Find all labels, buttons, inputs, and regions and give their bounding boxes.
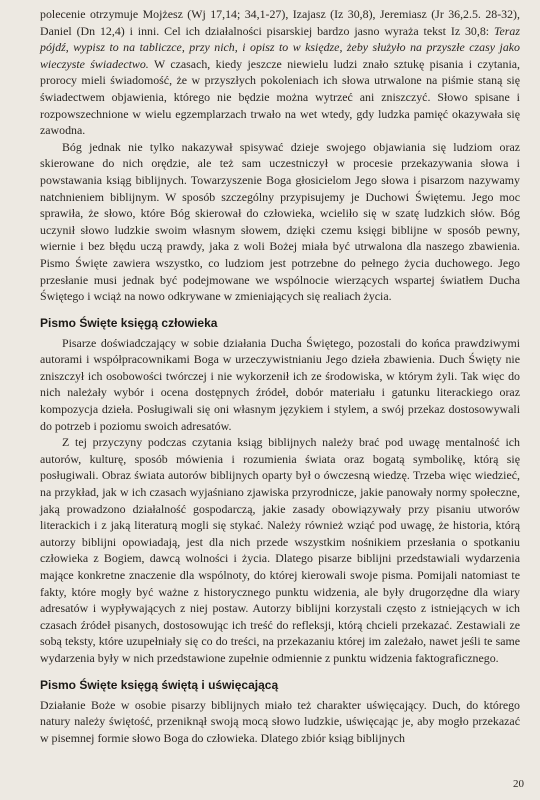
section-heading: Pismo Święte księgą człowieka [40,315,218,330]
body-paragraph: Bóg jednak nie tylko nakazywał spisywać dzieje swojego objawiania się ludziom oraz skierowane do nich orędzie, ale też sam uczestniczył w procesie przekazywania słowa i powstawania ksiąg biblijnych. Towarzyszenie Boga głosicielom Jego słowa i pisarzom nazywamy natchnieniem biblijnym. W sposób szczególny przypisujemy je Duchowi Świętemu. Jego moc sprawiła, że słowo, które Bóg skierował do człowieka, wcieliło się w szatę ludzkich słów. Bóg uczynił słowo ludzkie swoim własnym słowem, dzięki czemu księgi biblijne w sposób pewny, wiernie i bez błędu uczą prawdy, jaka z woli Bożej miała być utrwalona dla naszego zbawienia. Pismo Święte zawiera wszystko, co ludziom jest potrzebne do pełnego życia duchowego. Jego przesłanie musi jednak być podejmowane we wspólnocie wierzących wspartej światłem Ducha Świętego i wciąż na nowo odkrywane w zmieniających się realiach życia. [40,139,520,304]
section-heading: Pismo Święte księgą świętą i uświęcającą [40,677,279,692]
body-paragraph: Z tej przyczyny podczas czytania ksiąg biblijnych należy brać pod uwagę mentalność ich autorów, kulturę, sposób mówienia i rozumienia świata oraz bogatą symbolikę, którą się posługiwali. Obraz świata autorów biblijnych oparty był o ówczesną wiedzę. Trzeba więc wiedzieć, na przykład, jak w ich czasach wyjaśniano zjawiska przyrodnicze, jakie panowały normy społeczne, jaką prowadzono działalność gospodarczą, jakie zasady obowiązywały przy pisaniu utworów literackich i z jaką literaturą mogli się stykać. Należy również wziąć pod uwagę, że historia, którą autorzy biblijni opowiadają, jest dla nich przede wszystkim nośnikiem przesłania o spotkaniu człowieka z Bogiem, dawcą wolności i życia. Dlatego pisarze biblijni przedstawiali wydarzenia mające konkretne znaczenie dla wspólnoty, do której kierowali swoje pisma. Pomijali natomiast te fakty, które mogły być ważne z historycznego punktu widzenia, ale były drugorzędne dla wiary adresatów i wypływających z niej postaw. Autorzy biblijni korzystali często z istniejących w ich czasach źródeł pisanych, dostosowując ich treść do refleksji, którą chcieli przekazać. Zestawiali ze sobą teksty, które uzupełniały się co do treści, na przekazaniu której im zależało, nawet jeśli te same wydarzenia były w nich przedstawione zupełnie odmiennie z punktu widzenia faktograficznego. [40,435,520,665]
body-paragraph-continued [40,6,520,139]
quoted-scripture: Teraz pójdź, wypisz to na tabliczce, przy nich, i opisz to w księdze, żeby służyło na przyszłe czasy jako wieczyste świadectwo. [40,23,520,71]
paragraph-text: W czasach, kiedy jeszcze niewielu ludzi znało sztukę pisania i czytania, prorocy mieli świadomość, że w przyszłych pokoleniach ich słowa utrwalone na piśmie staną się świadectwem objawienia, którego nie będzie można wytrzeć ani zniszczyć. Słowo spisane i rozpowszechnione w wielu egzemplarzach trwało na wet wtedy, gdy ludzka pamięć okazywała się zawodna. [40,56,520,138]
body-paragraph: Działanie Boże w osobie pisarzy biblijnych miało też charakter uświęcający. Duch, do którego natury należy świętość, przeniknął swoją mocą słowo ludzkie, uświęcając je, aby mogło przekazać w pisemnej formie słowo Boga do człowieka. Dlatego zbiór ksiąg biblijnych [40,697,520,745]
paragraph-text: polecenie otrzymuje Mojżesz (Wj 17,14; 34,1-27), Izajasz (Iz 30,8), Jeremiasz (Jr 36,2.5. 28-32), Daniel (Dn 12,4) i inni. Cel ich działalności pisarskiej bardzo jasno wyraża tekst Iz 30,8: [40,7,520,38]
page-number: 20 [513,778,524,790]
body-paragraph: Pisarze doświadczający w sobie działania Ducha Świętego, pozostali do końca prawdziwymi autorami i współpracownikami Boga w urzeczywistnianiu Jego dzieła zbawienia. Duch Święty nie zniszczył ich osobowości twórczej i nie wykorzenił ich ze środowiska, w którym żyli. Tak więc do nich należały wybór i ocena dostępnych źródeł, dobór materiału i gatunku literackiego oraz kompozycja dzieła. Posługiwali się oni własnym językiem i stylem, a swój przekaz dostosowywali do potrzeb i poziomu swoich adresatów. [40,335,520,433]
